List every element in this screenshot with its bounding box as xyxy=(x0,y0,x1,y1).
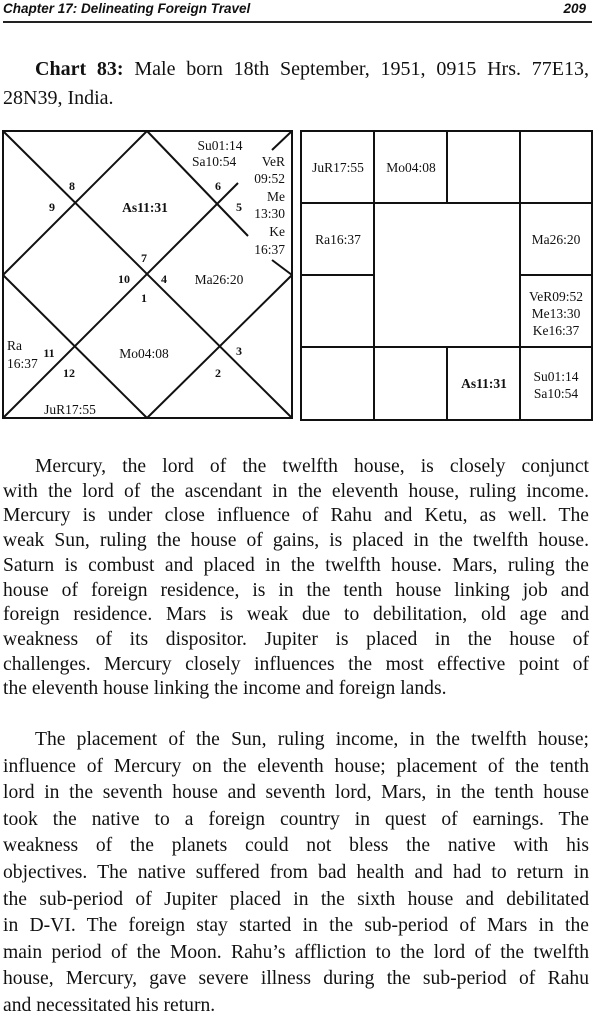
planet-me-degree: 13:30 xyxy=(254,206,285,221)
house-number: 11 xyxy=(43,346,55,360)
text-line: with the lord of the ascendant in the eleventh house, ruling income. xyxy=(3,480,589,502)
planet-ra: Ra xyxy=(7,338,22,353)
planet-ma: Ma26:20 xyxy=(194,272,244,287)
text-line: Saturn is combust and placed in the twelfth house. Mars, ruling the xyxy=(3,554,589,576)
text-line: objectives. The native suffered from bad health and had to return in xyxy=(3,861,589,883)
house-number: 8 xyxy=(69,179,75,193)
text-line: house, Mercury, gave severe illness during the sub-period of Rahu xyxy=(3,968,589,990)
north-chart-labels xyxy=(7,138,285,417)
text-line: influence of Mercury on the eleventh house; placement of the tenth xyxy=(3,755,589,777)
text-line: and necessitated his return. xyxy=(3,994,216,1016)
planet-su: Su01:14 xyxy=(197,138,243,153)
text-line: challenges. Mercury closely influences the most effective point of xyxy=(3,653,589,675)
cell-planet: JuR17:55 xyxy=(312,160,364,175)
cell-planet: Mo04:08 xyxy=(386,160,436,175)
page-number: 209 xyxy=(563,1,586,16)
diagonal xyxy=(3,183,238,418)
caption-label: Chart 83: xyxy=(35,58,124,80)
text-line: house of foreign residence, is in the tenth house linking job and xyxy=(3,579,589,601)
text-line: main period of the Moon. Rahu’s affliction to the lord of the twelfth xyxy=(3,941,589,963)
planet-sa: Sa10:54 xyxy=(192,154,237,169)
text-line: weak Sun, ruling the house of gains, is placed in the twelfth house. xyxy=(3,530,589,552)
caption-line-2: 28N39, India. xyxy=(3,87,114,109)
text-line: lord in the seventh house and seventh lord, Mars, in the tenth house xyxy=(3,782,589,804)
planet-ve: VeR xyxy=(261,154,285,169)
text-line: the eleventh house linking the income and foreign lands. xyxy=(3,678,447,700)
house-number: 1 xyxy=(141,291,147,305)
planet-ke: Ke xyxy=(269,224,285,239)
text-line: Mercury is under close influence of Rahu and Ketu, as well. The xyxy=(3,505,589,527)
cell-planet: Su01:14 xyxy=(533,369,579,384)
house-number: 10 xyxy=(118,272,130,286)
text-line: Mercury, the lord of the twelfth house, is closely conjunct xyxy=(35,456,589,477)
planet-ve-degree: 09:52 xyxy=(254,171,285,186)
text-line: foreign residence. Mars is weak due to debilitation, old age and xyxy=(3,604,589,626)
paragraph-1 xyxy=(3,455,589,702)
planet-mo: Mo04:08 xyxy=(119,346,169,361)
text-line: took the native to a foreign country in quest of earnings. The xyxy=(3,808,589,830)
house-number: 6 xyxy=(215,179,221,193)
cell-ascendant: As11:31 xyxy=(461,376,507,391)
planet-me: Me xyxy=(267,189,285,204)
house-number: 3 xyxy=(236,344,242,358)
cell-planet: Ma26:20 xyxy=(531,232,581,247)
cell-planet: Sa10:54 xyxy=(533,386,579,401)
ascendant-label: As11:31 xyxy=(122,200,168,215)
text-line: weakness of its dispositor. Jupiter is placed in the house of xyxy=(3,628,589,650)
horoscope-charts xyxy=(0,0,600,440)
house-number: 4 xyxy=(161,272,167,286)
house-number: 7 xyxy=(141,251,147,265)
text-line: in D-VI. The foreign stay started in the sub-period of Mars in the xyxy=(3,915,589,937)
text-line: The placement of the Sun, ruling income, in the twelfth house; xyxy=(35,729,589,750)
text-line: the sub-period of Jupiter placed in the sixth house and debilitated xyxy=(3,888,589,910)
planet-ju: JuR17:55 xyxy=(44,402,96,417)
cell-planet: Ke16:37 xyxy=(532,323,580,338)
chapter-title: Chapter 17: Delineating Foreign Travel xyxy=(3,1,251,16)
house-number: 9 xyxy=(49,200,55,214)
cell-planet: VeR09:52 xyxy=(529,289,583,304)
cell-planet: Ra16:37 xyxy=(315,232,361,247)
house-number: 5 xyxy=(236,200,242,214)
house-number: 12 xyxy=(63,366,75,380)
planet-ke-degree: 16:37 xyxy=(254,242,285,257)
caption-text: Male born 18th September, 1951, 0915 Hrs. 77E13, xyxy=(123,58,590,80)
paragraph-2 xyxy=(3,727,589,1020)
diamond-edge xyxy=(272,260,292,275)
text-line: weakness of the planets could not bless the native with his xyxy=(3,835,589,857)
diagonal xyxy=(272,131,292,150)
house-number: 2 xyxy=(215,366,221,380)
north-indian-chart xyxy=(3,131,292,418)
planet-ra-degree: 16:37 xyxy=(7,356,38,371)
cell-planet: Me13:30 xyxy=(531,306,581,321)
